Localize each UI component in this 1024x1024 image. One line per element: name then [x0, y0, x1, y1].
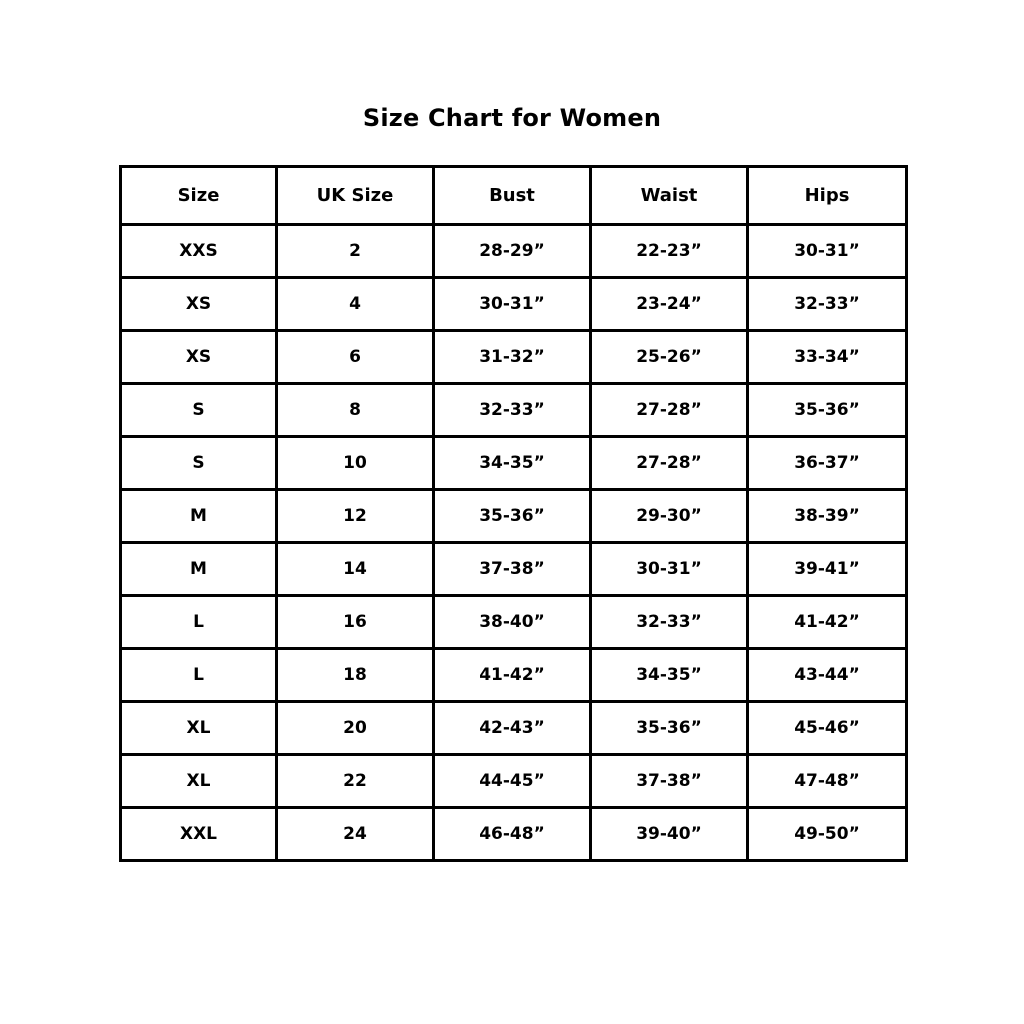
- cell-waist: 35-36”: [591, 702, 748, 755]
- cell-uk-size: 12: [277, 490, 434, 543]
- cell-size: XXL: [121, 808, 277, 861]
- cell-size: M: [121, 490, 277, 543]
- cell-hips: 38-39”: [748, 490, 907, 543]
- table-row: [121, 278, 907, 331]
- cell-waist: 39-40”: [591, 808, 748, 861]
- cell-bust: 35-36”: [434, 490, 591, 543]
- cell-waist: 30-31”: [591, 543, 748, 596]
- cell-uk-size: 16: [277, 596, 434, 649]
- cell-bust: 41-42”: [434, 649, 591, 702]
- cell-uk-size: 22: [277, 755, 434, 808]
- cell-size: XS: [121, 278, 277, 331]
- cell-size: S: [121, 384, 277, 437]
- cell-size: S: [121, 437, 277, 490]
- table-row: [121, 596, 907, 649]
- cell-size: L: [121, 596, 277, 649]
- table-row: [121, 702, 907, 755]
- cell-waist: 27-28”: [591, 437, 748, 490]
- cell-hips: 32-33”: [748, 278, 907, 331]
- cell-size: XXS: [121, 225, 277, 278]
- cell-hips: 35-36”: [748, 384, 907, 437]
- cell-bust: 46-48”: [434, 808, 591, 861]
- cell-size: L: [121, 649, 277, 702]
- cell-bust: 44-45”: [434, 755, 591, 808]
- cell-bust: 34-35”: [434, 437, 591, 490]
- cell-waist: 22-23”: [591, 225, 748, 278]
- column-header-uk-size: UK Size: [277, 167, 434, 225]
- page-title: Size Chart for Women: [362, 104, 662, 132]
- table-row: [121, 490, 907, 543]
- table-header: [121, 167, 907, 225]
- size-chart-table-container: [119, 165, 905, 862]
- cell-uk-size: 2: [277, 225, 434, 278]
- table-row: [121, 755, 907, 808]
- cell-bust: 37-38”: [434, 543, 591, 596]
- cell-waist: 23-24”: [591, 278, 748, 331]
- cell-size: M: [121, 543, 277, 596]
- cell-waist: 29-30”: [591, 490, 748, 543]
- cell-bust: 28-29”: [434, 225, 591, 278]
- cell-hips: 47-48”: [748, 755, 907, 808]
- cell-hips: 30-31”: [748, 225, 907, 278]
- cell-waist: 34-35”: [591, 649, 748, 702]
- cell-uk-size: 24: [277, 808, 434, 861]
- cell-hips: 49-50”: [748, 808, 907, 861]
- cell-size: XS: [121, 331, 277, 384]
- column-header-waist: Waist: [591, 167, 748, 225]
- cell-hips: 41-42”: [748, 596, 907, 649]
- table-row: [121, 225, 907, 278]
- cell-hips: 43-44”: [748, 649, 907, 702]
- cell-uk-size: 6: [277, 331, 434, 384]
- table-row: [121, 808, 907, 861]
- cell-bust: 42-43”: [434, 702, 591, 755]
- cell-waist: 27-28”: [591, 384, 748, 437]
- cell-hips: 36-37”: [748, 437, 907, 490]
- column-header-size: Size: [121, 167, 277, 225]
- table-row: [121, 384, 907, 437]
- table-header-row: [121, 167, 907, 225]
- cell-uk-size: 10: [277, 437, 434, 490]
- cell-hips: 45-46”: [748, 702, 907, 755]
- cell-hips: 39-41”: [748, 543, 907, 596]
- cell-hips: 33-34”: [748, 331, 907, 384]
- cell-size: XL: [121, 702, 277, 755]
- table-row: [121, 649, 907, 702]
- cell-size: XL: [121, 755, 277, 808]
- cell-bust: 38-40”: [434, 596, 591, 649]
- size-chart-table: [119, 165, 908, 862]
- cell-uk-size: 20: [277, 702, 434, 755]
- cell-bust: 30-31”: [434, 278, 591, 331]
- table-row: [121, 437, 907, 490]
- table-body: [121, 225, 907, 861]
- cell-waist: 32-33”: [591, 596, 748, 649]
- column-header-bust: Bust: [434, 167, 591, 225]
- table-row: [121, 543, 907, 596]
- cell-bust: 31-32”: [434, 331, 591, 384]
- cell-uk-size: 4: [277, 278, 434, 331]
- cell-waist: 25-26”: [591, 331, 748, 384]
- cell-uk-size: 8: [277, 384, 434, 437]
- cell-uk-size: 18: [277, 649, 434, 702]
- table-row: [121, 331, 907, 384]
- cell-bust: 32-33”: [434, 384, 591, 437]
- cell-uk-size: 14: [277, 543, 434, 596]
- column-header-hips: Hips: [748, 167, 907, 225]
- cell-waist: 37-38”: [591, 755, 748, 808]
